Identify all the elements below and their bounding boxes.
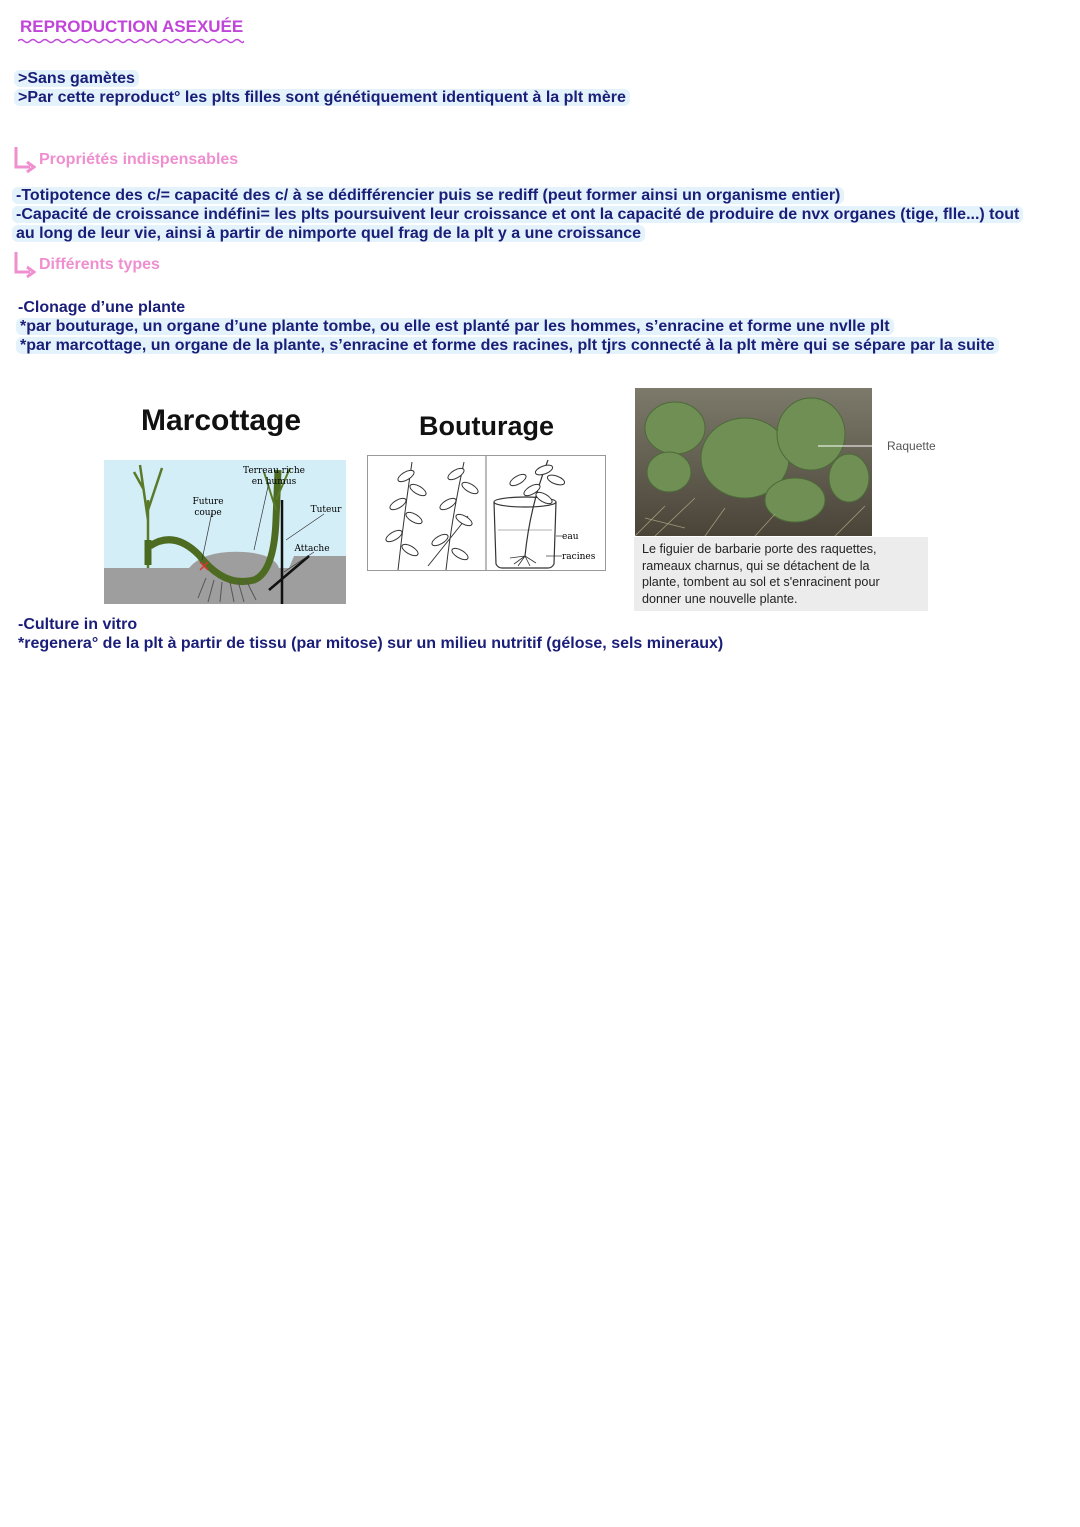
section1-line-1	[12, 186, 844, 205]
section2-line-1: -Clonage d’une plante	[18, 299, 186, 316]
section1-text-1: -Totipotence des c/= capacité des c/ à se dédifférencier puis se rediff (peut former ainsi un organisme entier)	[12, 187, 844, 204]
intro-line-1	[14, 69, 139, 88]
figuier-caption	[634, 537, 928, 611]
section2-line-3	[16, 336, 999, 355]
section2-line-2	[16, 317, 894, 336]
figuier-caption-3: plante, tombent au sol et s'enracinent pour	[642, 575, 880, 590]
corner-arrow-icon	[12, 145, 36, 173]
section2-text-3: *par marcottage, un organe de la plante, s’enracine et forme des racines, plt tjrs connecté à la plt mère qui se sépare par la suite	[16, 337, 999, 354]
label-attache: Attache	[294, 544, 330, 554]
bouturage-diagram	[367, 455, 606, 571]
figuier-caption-1: Le figuier de barbarie porte des raquettes,	[642, 542, 877, 556]
label-terreau-2: en humus	[251, 477, 297, 487]
title-wavy-underline	[18, 38, 244, 44]
section-heading-proprietes: Propriétés indispensables	[39, 151, 239, 168]
intro-text-2: >Par cette reproduct° les plts filles sont génétiquement identiquent à la plt mère	[14, 89, 630, 106]
label-future-1: Future	[192, 497, 224, 507]
section3-line-1: -Culture in vitro	[18, 616, 138, 633]
section-heading-types: Différents types	[39, 256, 160, 273]
figuier-caption-2: rameaux charnus, qui se détachent de la	[642, 558, 870, 573]
marcottage-title: Marcottage	[141, 404, 302, 437]
section1-text-2: -Capacité de croissance indéfini= les plts poursuivent leur croissance et ont la capacité de produire de nvx organes (tige, flle...) tout	[12, 206, 1023, 223]
label-tuteur: Tuteur	[310, 505, 342, 515]
page-title: REPRODUCTION ASEXUÉE	[20, 17, 244, 36]
label-racines: racines	[562, 552, 596, 562]
marcottage-diagram	[104, 460, 346, 604]
section2-text-2: *par bouturage, un organe d’une plante tombe, ou elle est planté par les hommes, s’enracine et forme une nvlle plt	[16, 318, 894, 335]
intro-line-2	[14, 88, 630, 107]
figuier-photo	[635, 388, 872, 536]
intro-text-1: >Sans gamètes	[14, 70, 139, 87]
label-raquette: Raquette	[887, 439, 936, 453]
corner-arrow-icon	[12, 250, 36, 278]
figuier-caption-4: donner une nouvelle plante.	[642, 591, 798, 606]
section3-line-2: *regenera° de la plt à partir de tissu (par mitose) sur un milieu nutritif (gélose, sels mineraux)	[18, 635, 724, 652]
label-future-2: coupe	[194, 508, 222, 518]
label-eau: eau	[562, 532, 579, 542]
label-terreau-1: Terreau riche	[243, 466, 305, 476]
section1-text-3: au long de leur vie, ainsi à partir de nimporte quel frag de la plt y a une croissance	[12, 225, 645, 242]
bouturage-title: Bouturage	[419, 411, 554, 441]
section1-line-2	[12, 205, 1023, 224]
section1-line-3	[12, 224, 645, 243]
